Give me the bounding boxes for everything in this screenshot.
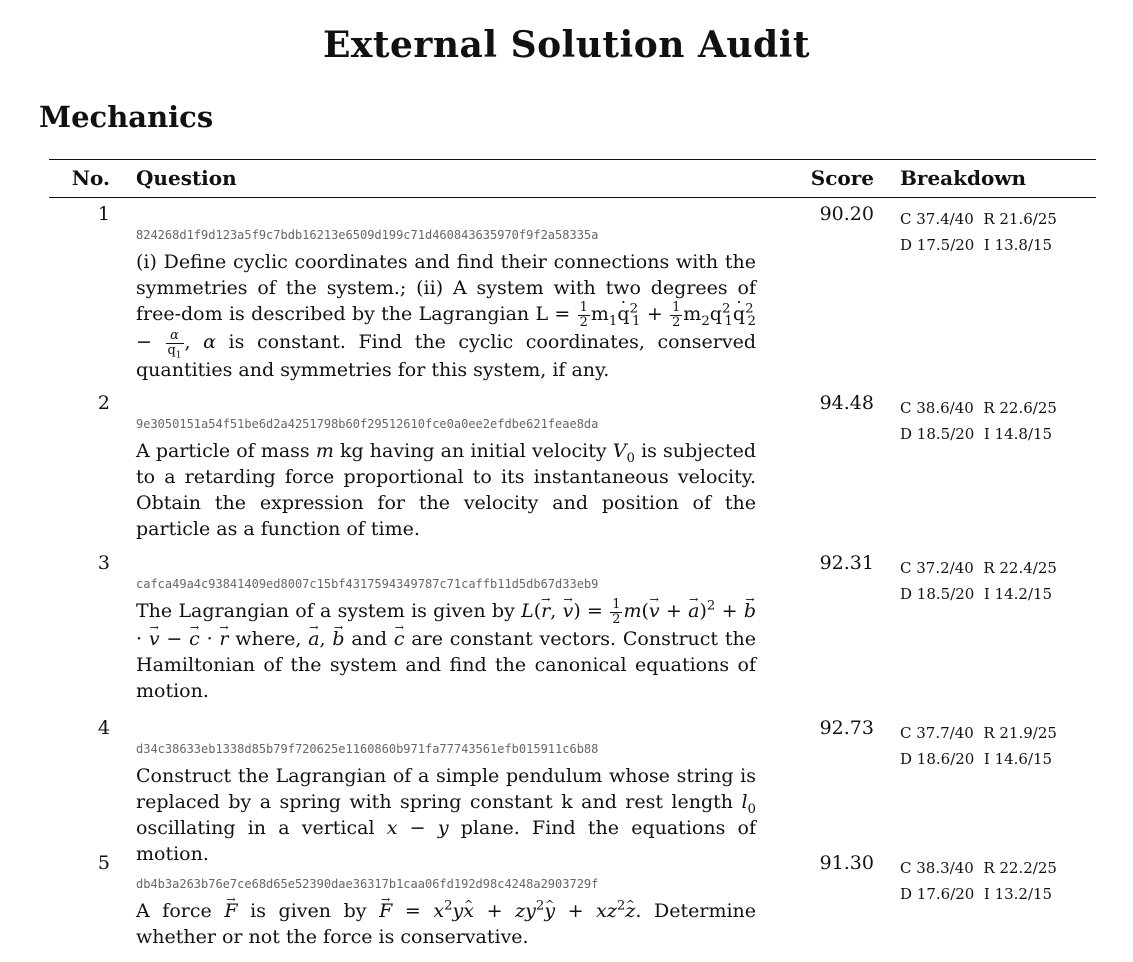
- question-text: (i) Define cyclic coordinates and find their connections with the symmetries of the system.; (ii) A system with two degrees of free-dom is described by the Lagrangian L = $\frac{1}{2}$ $m_1$. $q^2_1$ + $\frac{1}{2}$ $m_2q^2_1$. $q^2_2$ − $\frac{\alpha}{q_1}$ , α is constant. Find the cyclic coordinates, conserved quantities and symmetries for this system, if any.: [136, 249, 756, 383]
- breakdown-line: D 18.6/20 I 14.6/15: [900, 750, 1053, 768]
- breakdown-line: C 38.6/40 R 22.6/25: [900, 399, 1057, 417]
- score-breakdown: [900, 206, 1057, 258]
- breakdown-line: C 37.7/40 R 21.9/25: [900, 724, 1057, 742]
- question-hash: 9e3050151a54f51be6d2a4251798b60f29512610fce0a0ee2efdbe621feae8da: [136, 417, 599, 431]
- column-header-question: Question: [136, 166, 237, 190]
- row-number: 2: [97, 392, 110, 414]
- section-heading: Mechanics: [39, 100, 214, 134]
- score-value: 91.30: [819, 852, 874, 874]
- score-breakdown: [900, 855, 1057, 907]
- breakdown-line: D 17.6/20 I 13.2/15: [900, 885, 1053, 903]
- table-top-rule: [49, 159, 1096, 160]
- breakdown-line: D 18.5/20 I 14.2/15: [900, 585, 1053, 603]
- question-text: A particle of mass m kg having an initial velocity $V_0$ is subjected to a retarding force proportional to its instantaneous velocity. Obtain the expression for the velocity and position of the particle as a function of time.: [136, 440, 756, 540]
- score-value: 90.20: [819, 203, 874, 225]
- table-header-rule: [49, 197, 1096, 198]
- column-header-score: Score: [810, 166, 874, 190]
- question-hash: db4b3a263b76e7ce68d65e52390dae36317b1caa06fd192d98c4248a2903729f: [136, 877, 599, 891]
- row-number: 5: [97, 852, 110, 874]
- question-hash: d34c38633eb1338d85b79f720625e1160860b971fa77743561efb015911c6b88: [136, 742, 599, 756]
- score-breakdown: [900, 555, 1057, 607]
- question-hash: cafca49a4c93841409ed8007c15bf4317594349787c71caffb11d5db67d33eb9: [136, 577, 599, 591]
- document-title: External Solution Audit: [322, 24, 811, 66]
- breakdown-line: C 38.3/40 R 22.2/25: [900, 859, 1057, 877]
- score-breakdown: [900, 395, 1057, 447]
- question-hash: 824268d1f9d123a5f9c7bdb16213e6509d199c71d460843635970f9f2a58335a: [136, 228, 599, 242]
- question-text: A force → F is given by → $F = x^2y\^{}$ $x + zy^2\^{}$ $y + xz^2\^{}$ z. Determine whether or not the force is conservative.: [136, 898, 756, 950]
- breakdown-line: D 18.5/20 I 14.8/15: [900, 425, 1053, 443]
- column-header-breakdown: Breakdown: [900, 166, 1027, 190]
- column-header-no: No.: [71, 166, 110, 190]
- question-text: Construct the Lagrangian of a simple pendulum whose string is replaced by a spring with spring constant k and rest length $l_0$ oscillating in a vertical x − y plane. Find the equations of motion.: [136, 765, 756, 865]
- breakdown-line: C 37.2/40 R 22.4/25: [900, 559, 1057, 577]
- score-breakdown: [900, 720, 1057, 772]
- row-number: 3: [97, 552, 110, 574]
- score-value: 94.48: [819, 392, 874, 414]
- row-number: 1: [97, 203, 110, 225]
- row-number: 4: [97, 717, 110, 739]
- breakdown-line: C 37.4/40 R 21.6/25: [900, 210, 1057, 228]
- score-value: 92.73: [819, 717, 874, 739]
- score-value: 92.31: [819, 552, 874, 574]
- breakdown-line: D 17.5/20 I 13.8/15: [900, 236, 1053, 254]
- question-text: The Lagrangian of a system is given by L(→ r, → v) = $\frac{1}{2}$ m(→ v + → a)$^2$ + → b · → v − → c · → r where, → a, → b and → c are constant vectors. Construct the Hamiltonian of the system and find the canonical equations of motion.: [136, 598, 756, 704]
